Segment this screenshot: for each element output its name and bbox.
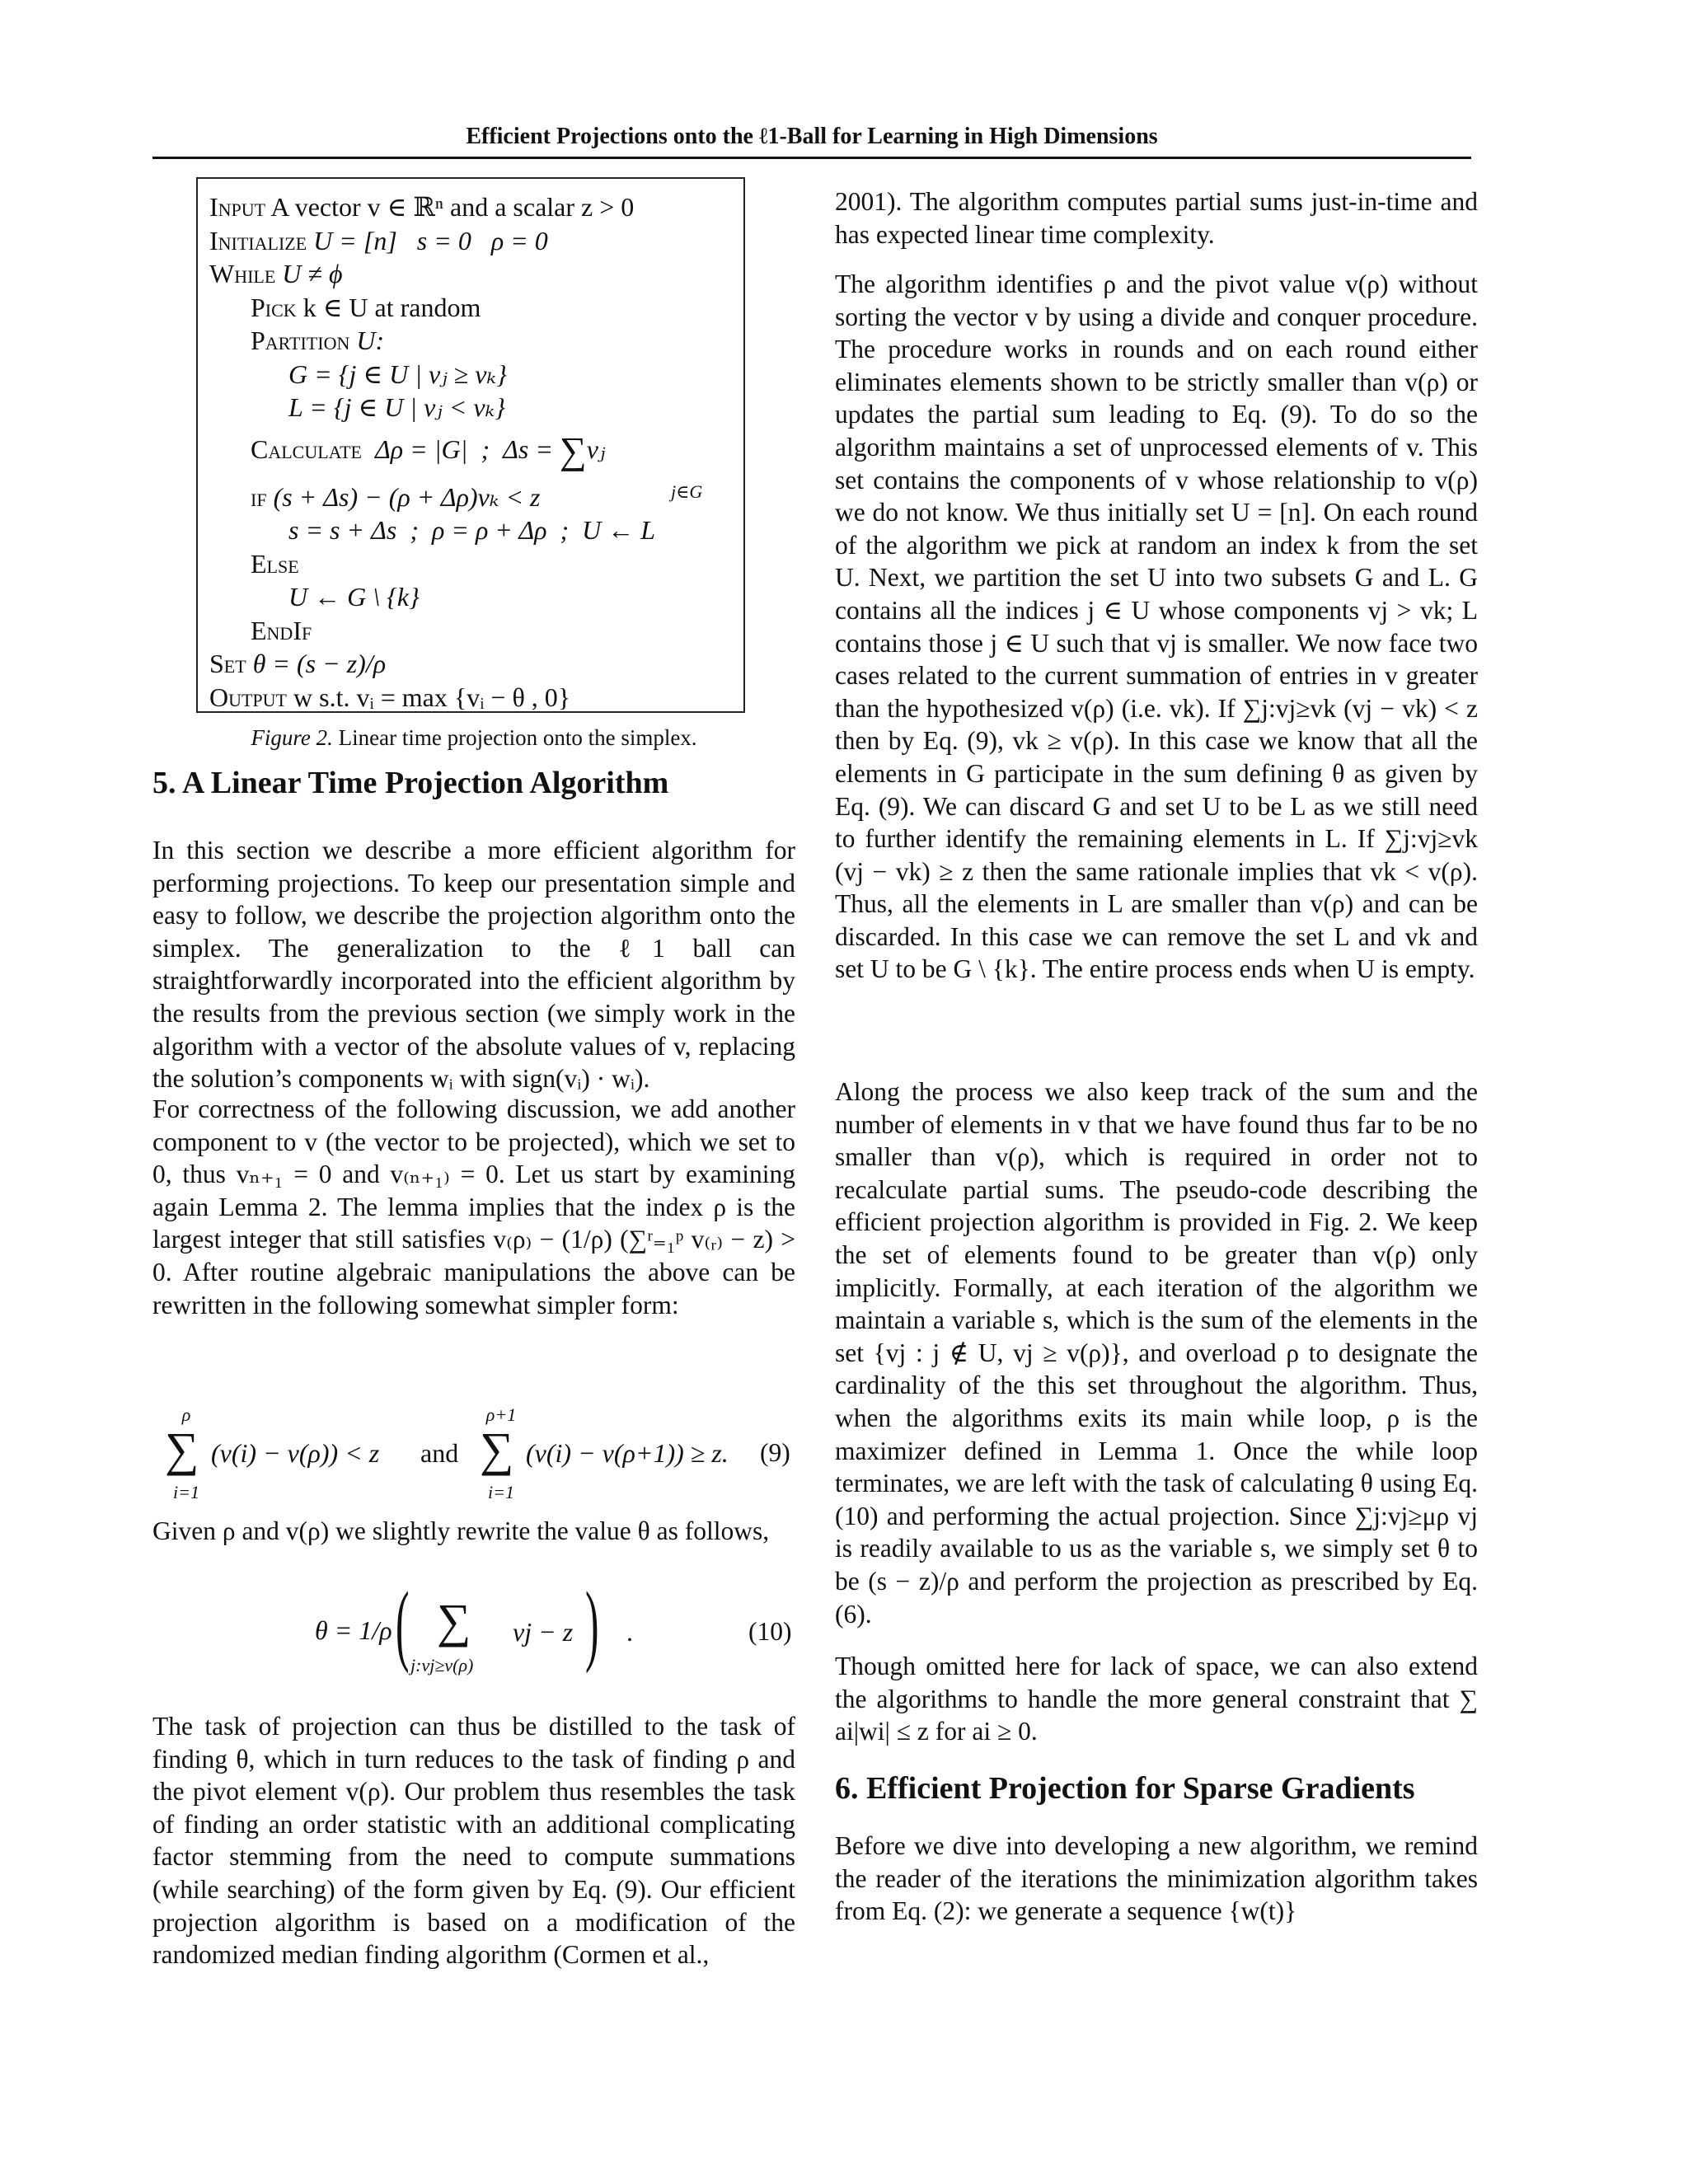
running-header-title: Efficient Projections onto the ℓ1-Ball for Learning in High Dimensions: [466, 124, 1158, 149]
kw-else: Else: [251, 548, 299, 579]
input-text: A vector v ∈ ℝⁿ and a scalar z > 0: [265, 192, 635, 222]
kw-if: if: [251, 481, 267, 512]
section-6-heading: 6. Efficient Projection for Sparse Gradients: [835, 1771, 1415, 1806]
eq10-period: .: [626, 1617, 633, 1647]
pick-text: k ∈ U at random: [296, 292, 481, 322]
eq10-term: vj − z: [513, 1617, 574, 1647]
sec5-paragraph-2: For correctness of the following discussion, we add another component to v (the vector to be projected), which we set to 0, thus vₙ₊₁ = 0 and v₍ₙ₊₁₎ = 0. Let us start by examining again Lemma 2. The lemma implies that the index ρ is the largest integer that still satisfies v₍ρ₎ − (1/ρ) (∑ʳ₌₁ᵖ v₍ᵣ₎ − z) > 0. After routine algebraic manipulations the above can be rewritten in the following somewhat simpler form:: [152, 1094, 795, 1319]
algo-line-else-body: U ← G \ {k}: [288, 582, 420, 612]
eq9-left-sigma: ∑: [165, 1422, 199, 1476]
algo-line-input: [209, 190, 743, 224]
sec6-paragraph-1: Before we dive into developing a new algorithm, we remind the reader of the iterations the minimization algorithm takes from Eq. (2): we generate a sequence {w(t)}: [835, 1831, 1478, 1926]
sec5-paragraph-1: In this section we describe a more efficient algorithm for performing projections. To keep our presentation simple and easy to follow, we describe the projection algorithm onto the simplex. The generalization to the ℓ1 ball can straightforwardly incorporated into the efficient algorithm by the results from the previous section (we simply work in the algorithm with a vector of the absolute values of v, replacing the solution’s components wᵢ with sign(vᵢ) · wᵢ).: [152, 836, 795, 1094]
kw-partition: Partition: [251, 326, 350, 355]
sec5-paragraph-4: The task of projection can thus be distilled to the task of finding θ, which in turn reduces to the task of finding ρ and the pivot element v(ρ). Our problem thus resembles the task of finding an order statistic with an additional complicating factor stemming from the need to compute summations (while searching) of the form given by Eq. (9). Our efficient projection algorithm is based on a modification of the randomized median finding algorithm (Cormen et al.,: [152, 1712, 795, 1970]
eq10-sigma: ∑: [437, 1594, 471, 1647]
output-text: w s.t. vᵢ = max {vᵢ − θ , 0}: [287, 682, 571, 712]
right-paragraph-4: Though omitted here for lack of space, we can also extend the algorithms to handle the more general constraint that ∑ ai|wi| ≤ z for ai ≥ 0.: [835, 1652, 1478, 1746]
kw-set: Set: [209, 649, 246, 678]
kw-input: Input: [209, 192, 266, 222]
algo-line-g-def: G = {j ∈ U | vⱼ ≥ vₖ}: [288, 359, 507, 389]
eq9-left-upper: ρ: [181, 1404, 191, 1425]
while-text: U ≠ ϕ: [275, 259, 343, 288]
kw-output: Output: [209, 682, 287, 712]
algo-line-else: [209, 547, 743, 581]
kw-calculate: Calculate: [251, 434, 362, 464]
right-paragraph-2: The algorithm identifies ρ and the pivot value v(ρ) without sorting the vector v by using a divide and conquer procedure. The procedure works in rounds and on each round either eliminates elements shown to be strictly smaller than v(ρ) or updates the partial sum leading to Eq. (9). To do so the algorithm maintains a set of unprocessed elements of v. This set contains the components of v whose relationship to v(ρ) we do not know. We thus initially set U = [n]. On each round of the algorithm we pick at random an index k from the set U. Next, we partition the set U into two subsets G and L. G contains all the indices j ∈ U whose components vj > vk; L contains those j ∈ U such that vj is smaller. We now face two cases related to the current summation of entries in v greater than the hypothesized v(ρ) (i.e. vk). If ∑j:vj≥vk (vj − vk) < z then by Eq. (9), vk ≥ v(ρ). In this case we know that all the elements in G participate in the sum defining θ as given by Eq. (9). We can discard G and set U to be L as we still need to further identify the remaining elements in L. If ∑j:vj≥vk (vj − vk) ≥ z then the same rationale implies that vk < v(ρ). Thus, all the elements in L are smaller than v(ρ) and can be discarded. In this case we can remove the set L and vk and set U to be G \ {k}. The entire process ends when U is empty.: [835, 269, 1478, 984]
sum-symbol: ∑: [559, 429, 587, 471]
figure-caption: [152, 725, 795, 751]
right-paragraph-3: Along the process we also keep track of the sum and the number of elements in v that we have found thus far to be no smaller than v(ρ), which is required in order not to recalculate partial sums. The pseudo-code describing the efficient projection algorithm is provided in Fig. 2. We keep the set of elements found to be greater than v(ρ) only implicitly. Formally, at each iteration of the algorithm we maintain a variable s, which is the sum of the elements in the set {vj : j ∉ U, vj ≥ v(ρ)}, and overload ρ to designate the cardinality of the this set throughout the algorithm. Thus, when the algorithms exits its main while loop, ρ is the maximizer defined in Lemma 1. Once the while loop terminates, we are left with the task of calculating θ using Eq. (10) and performing the actual projection. Since ∑j:vj≥μρ vj is readily available to us as the variable s, we simply set θ to be (s − z)/ρ and perform the projection as prescribed by Eq. (6).: [835, 1077, 1478, 1629]
initialize-text: U = [n] s = 0 ρ = 0: [307, 225, 548, 255]
eq9-number: (9): [760, 1438, 790, 1467]
eq9-right-term: (v(i) − v(ρ+1)) ≥ z.: [526, 1438, 729, 1468]
algo-line-l-def: L = {j ∈ U | vⱼ < vₖ}: [288, 392, 506, 422]
algo-line-output: [209, 681, 743, 715]
eq10-right-paren: ): [585, 1573, 599, 1674]
eq10-lhs: θ = 1/ρ: [315, 1615, 392, 1645]
algo-line-while: [209, 257, 743, 291]
calc-sum-under: j∈G: [671, 480, 703, 502]
algo-line-endif: [209, 614, 743, 648]
if-text: (s + Δs) − (ρ + Δρ)vₖ < z: [266, 481, 541, 512]
sec5-paragraph-3: Given ρ and v(ρ) we slightly rewrite the value θ as follows,: [152, 1516, 770, 1545]
eq9-left-term: (v(i) − v(ρ)) < z: [211, 1438, 380, 1468]
eq9-sum-left: [165, 1404, 199, 1502]
algorithm-box: [196, 177, 745, 713]
eq9-right-upper: ρ+1: [485, 1404, 517, 1425]
algo-line-if: [209, 480, 743, 514]
eq9-left-lower: i=1: [173, 1482, 199, 1502]
algo-line-pick: [209, 291, 743, 325]
eq9-right-sigma: ∑: [480, 1422, 514, 1476]
running-header: [152, 124, 1471, 150]
algo-line-partition: [209, 324, 743, 358]
kw-while: While: [209, 259, 276, 288]
algo-line-update: s = s + Δs ; ρ = ρ + Δρ ; U ← L: [288, 515, 656, 545]
figure-caption-text: Linear time projection onto the simplex.: [332, 725, 697, 750]
eq10-left-paren: (: [396, 1573, 410, 1674]
kw-endif: EndIf: [251, 615, 312, 645]
section-5-heading: 5. A Linear Time Projection Algorithm: [152, 766, 669, 800]
eq9-and: and: [420, 1438, 459, 1468]
calculate-text: Δρ = |G| ; Δs =: [362, 434, 560, 464]
kw-initialize: Initialize: [209, 225, 307, 255]
header-rule: [152, 157, 1471, 159]
set-text: θ = (s − z)/ρ: [246, 649, 387, 678]
partition-text: U:: [349, 326, 385, 355]
figure-caption-label: Figure 2.: [251, 725, 333, 750]
algo-line-initialize: [209, 224, 743, 258]
eq10-under: j:vj≥v(ρ): [410, 1655, 474, 1675]
algo-line-set: [209, 647, 743, 681]
right-paragraph-1: 2001). The algorithm computes partial sums just-in-time and has expected linear time complexity.: [835, 187, 1478, 249]
calc-sum-term: vⱼ: [586, 434, 606, 464]
eq10-number: (10): [748, 1617, 792, 1646]
eq9-right-lower: i=1: [488, 1482, 514, 1502]
eq9-sum-right: [480, 1404, 517, 1502]
kw-pick: Pick: [251, 292, 297, 322]
eq10-sum: [437, 1594, 471, 1647]
